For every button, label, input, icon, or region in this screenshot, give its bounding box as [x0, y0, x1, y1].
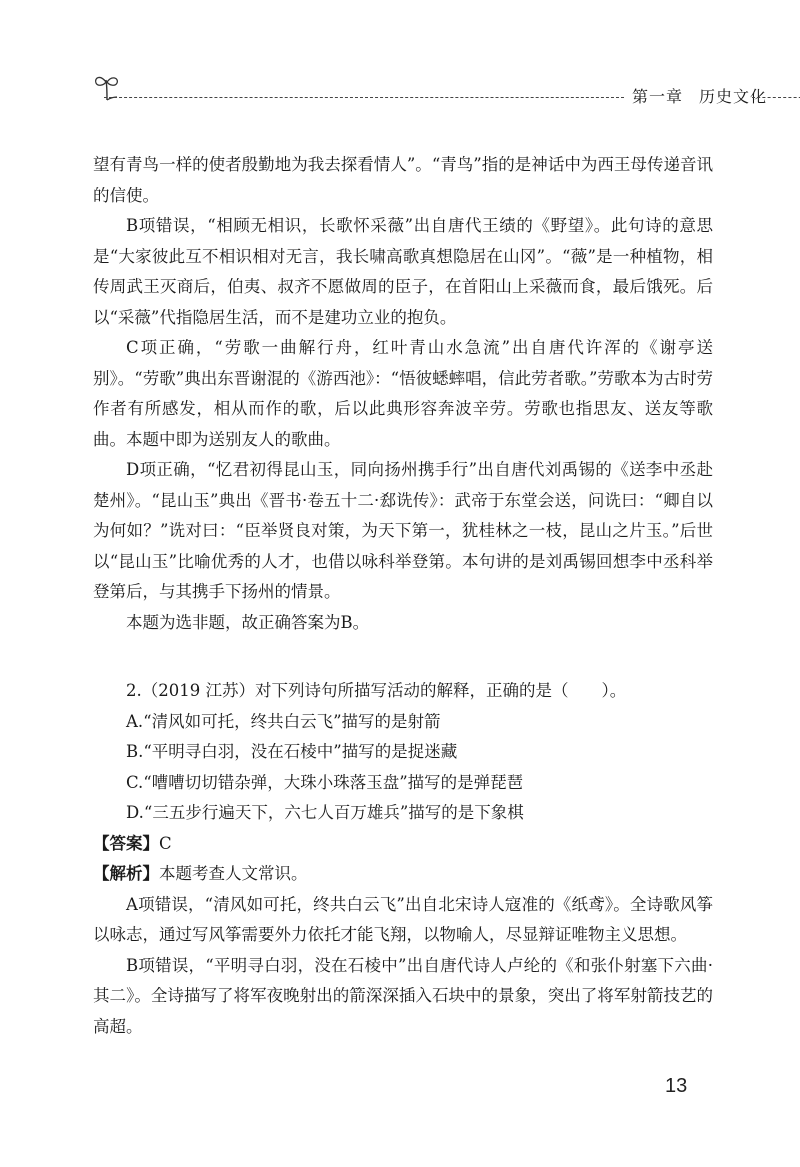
paragraph: B项错误，“平明寻白羽，没在石棱中”出自唐代诗人卢纶的《和张仆射塞下六曲·其二》。全诗描写了将军夜晚射出的箭深深插入石块中的景象，突出了将军射箭技艺的高超。: [93, 955, 713, 1036]
page-header: [92, 70, 768, 110]
sprout-icon: [92, 70, 122, 110]
analysis-line: [93, 859, 713, 890]
question-option: B.“平明寻白羽，没在石棱中”描写的是捉迷藏: [126, 742, 458, 761]
answer-tag: 【答案】: [93, 833, 159, 853]
answer-line: [93, 829, 713, 860]
answer-value: C: [159, 833, 172, 853]
paragraph: A项错误，“清风如可托，终共白云飞”出自北宋诗人寇准的《纸鸢》。全诗歌风筝以咏志，通过写风筝需要外力依托才能飞翔，以物喻人，尽显辩证唯物主义思想。: [93, 894, 713, 944]
chapter-title: [632, 84, 767, 107]
paragraph: 本题为选非题，故正确答案为B。: [126, 612, 370, 632]
question-stem: 2.（2019 江苏）对下列诗句所描写活动的解释，正确的是（ ）。: [126, 681, 627, 700]
analysis-text: 本题考查人文常识。: [159, 864, 308, 883]
chapter-label: 第一章: [632, 87, 684, 106]
header-rule-left: [104, 97, 624, 98]
page-body: [93, 150, 713, 1042]
paragraph: 望有青鸟一样的使者殷勤地为我去探看情人”。“青鸟”指的是神话中为西王母传递音讯的信使。: [93, 155, 713, 205]
paragraph: C项正确，“劳歌一曲解行舟，红叶青山水急流”出自唐代许浑的《谢亭送别》。“劳歌”典出东晋谢混的《游西池》：“悟彼蟋蟀唱，信此劳者歌。”劳歌本为古时劳作者有所感发，相从而作的歌，后以此典形容奔波辛劳。劳歌也指思友、送友等歌曲。本题中即为送别友人的歌曲。: [93, 338, 713, 449]
page-number: 13: [665, 1075, 688, 1097]
paragraph: B项错误，“相顾无相识，长歌怀采薇”出自唐代王绩的《野望》。此句诗的意思是“大家彼此互不相识相对无言，我长啸高歌真想隐居在山冈”。“薇”是一种植物，相传周武王灭商后，伯夷、叔齐不愿做周的臣子，在首阳山上采薇而食，最后饿死。后以“采薇”代指隐居生活，而不是建功立业的抱负。: [93, 216, 713, 327]
section-label: 历史文化: [699, 87, 768, 106]
question-option: D.“三五步行遍天下，六七人百万雄兵”描写的是下象棋: [126, 803, 524, 822]
paragraph: D项正确，“忆君初得昆山玉，同向扬州携手行”出自唐代刘禹锡的《送李中丞赴楚州》。“昆山玉”典出《晋书·卷五十二·郄诜传》：武帝于东堂会送，问诜曰：“卿自以为何如？”诜对曰：“臣举贤良对策，为天下第一，犹桂林之一枝，昆山之片玉。”后世以“昆山玉”比喻优秀的人才，也借以咏科举登第。本句讲的是刘禹锡回想李中丞科举登第后，与其携手下扬州的情景。: [93, 460, 713, 601]
analysis-tag: 【解析】: [93, 864, 159, 883]
question-option: A.“清风如可托，终共白云飞”描写的是射箭: [126, 711, 441, 731]
question-option: C.“嘈嘈切切错杂弹，大珠小珠落玉盘”描写的是弹琵琶: [126, 772, 524, 792]
header-rule-right: [752, 97, 800, 98]
